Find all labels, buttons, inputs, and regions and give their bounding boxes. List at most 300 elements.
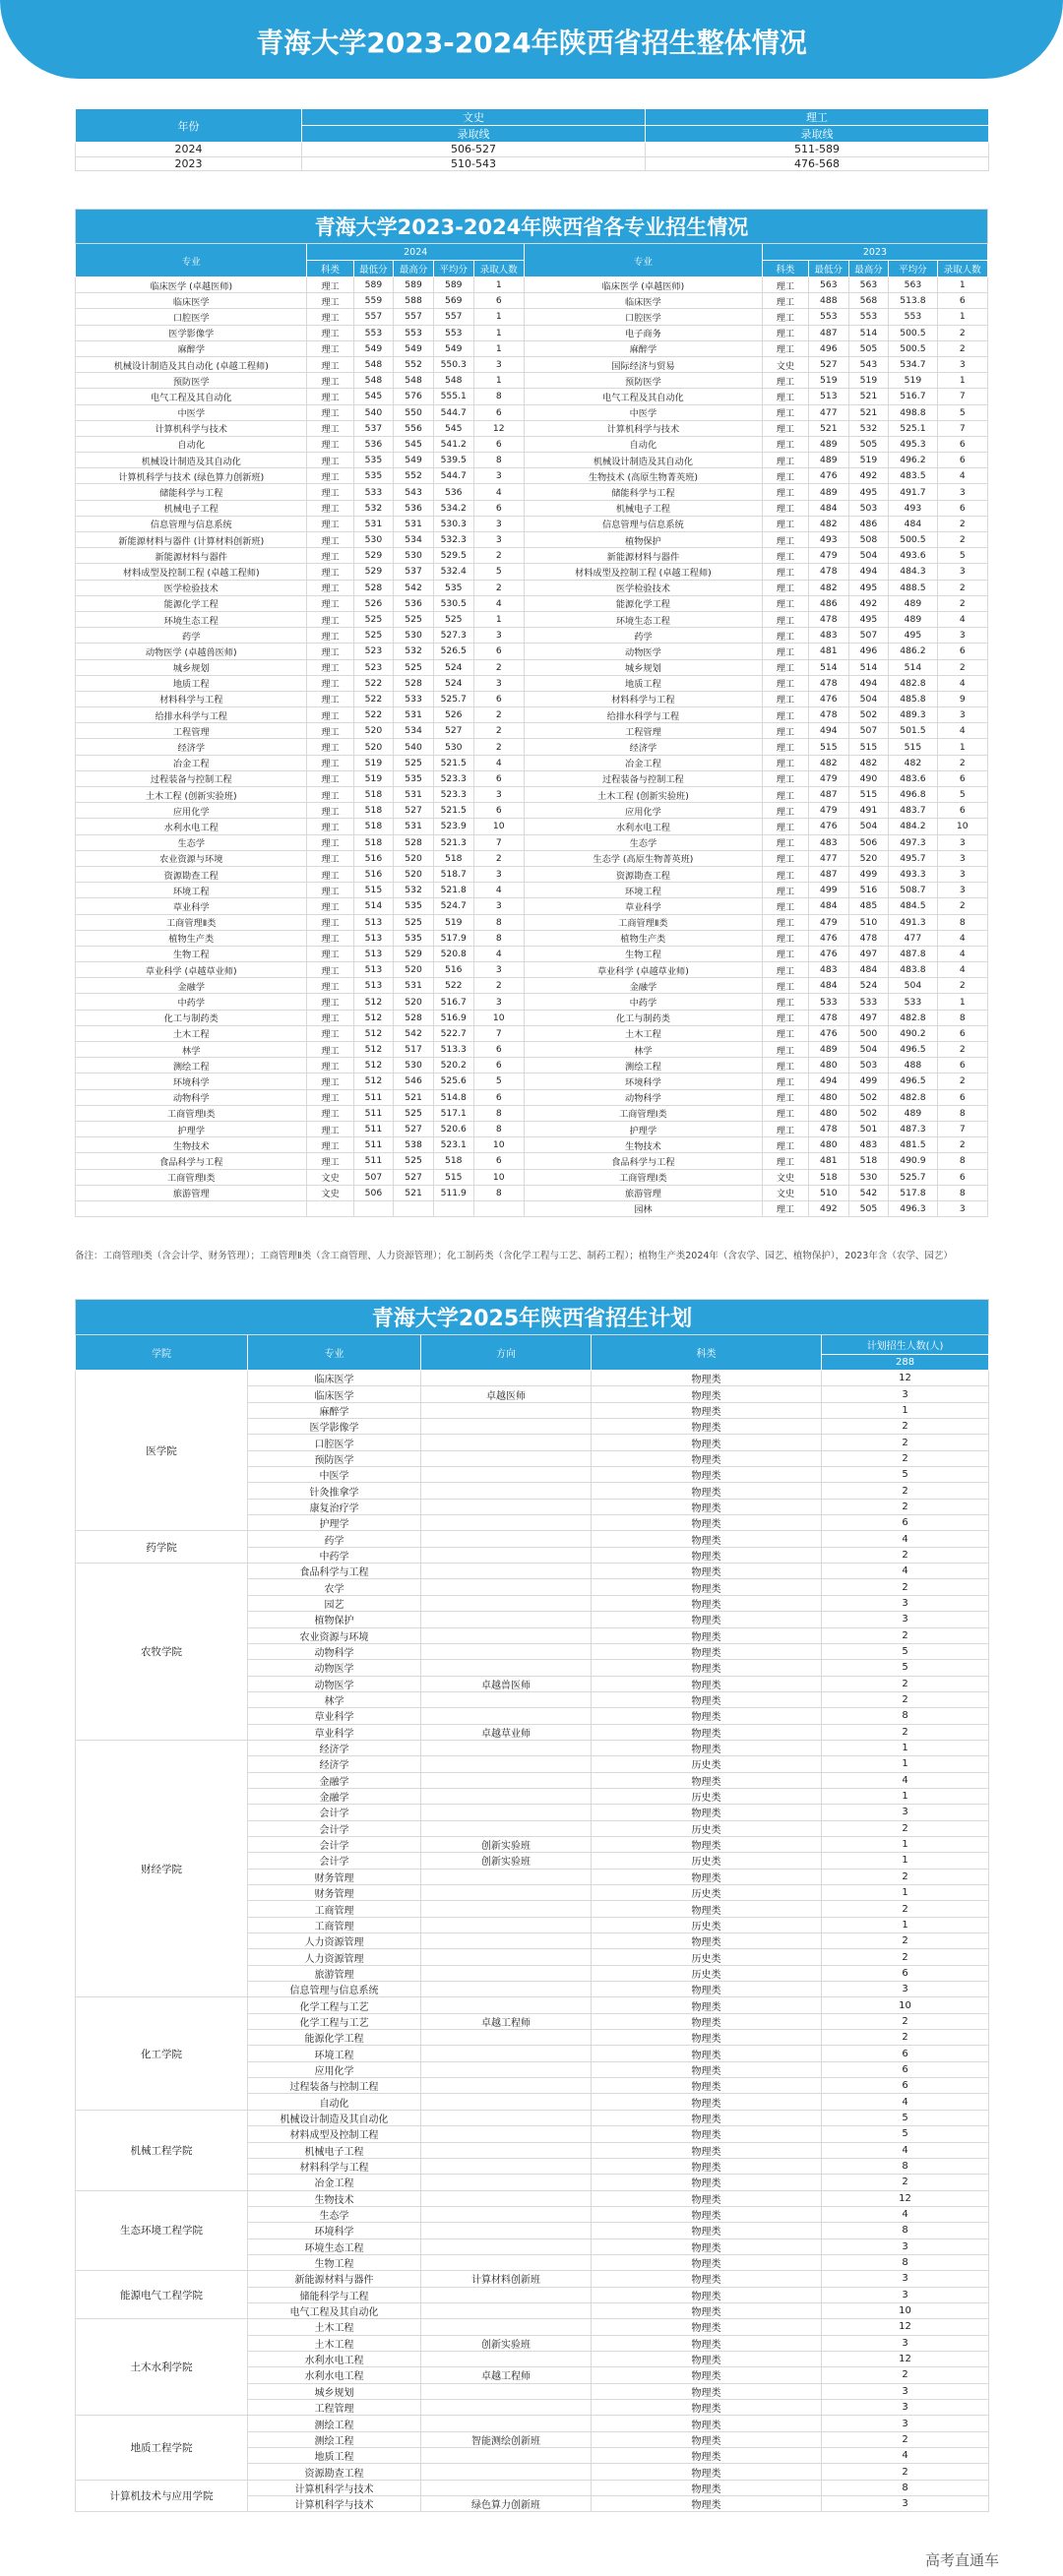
detail-cell: 478	[808, 707, 848, 723]
plan-cell: 物理类	[592, 2110, 822, 2125]
detail-cell: 理工	[762, 644, 808, 659]
detail-cell: 504	[848, 691, 889, 706]
detail-cell: 520.6	[433, 1121, 473, 1136]
detail-row	[76, 1025, 988, 1041]
detail-cell: 理工	[762, 978, 808, 994]
plan-cell: 2	[822, 1627, 989, 1643]
detail-cell: 515	[353, 883, 394, 898]
detail-cell: 理工	[762, 500, 808, 516]
detail-cell: 8	[473, 453, 524, 468]
detail-cell: 520	[353, 723, 394, 739]
detail-cell: 478	[808, 1121, 848, 1136]
detail-cell: 材料科学与工程	[524, 691, 762, 706]
detail-cell: 553	[808, 309, 848, 325]
detail-cell: 481	[808, 644, 848, 659]
detail-cell: 553	[353, 325, 394, 340]
detail-cell: 理工	[307, 803, 353, 819]
plan-cell: 4	[822, 1531, 989, 1547]
plan-cell: 会计学	[248, 1820, 421, 1836]
plan-cell: 物理类	[592, 1450, 822, 1466]
detail-cell: 493	[808, 532, 848, 548]
plan-cell: 2	[822, 1949, 989, 1965]
detail-row	[76, 946, 988, 961]
detail-cell: 7	[937, 1121, 987, 1136]
detail-cell: 旅游管理	[76, 1185, 307, 1200]
detail-cell: 环境科学	[76, 1073, 307, 1089]
detail-cell: 527	[394, 1121, 434, 1136]
detail-row	[76, 787, 988, 803]
detail-cell: 480	[808, 1089, 848, 1105]
detail-cell: 理工	[762, 723, 808, 739]
detail-cell: 501.5	[889, 723, 937, 739]
detail-cell: 医学检验技术	[76, 580, 307, 595]
detail-cell: 理工	[762, 659, 808, 675]
detail-cell: 490.9	[889, 1153, 937, 1169]
plan-cell: 2	[822, 2464, 989, 2480]
detail-cell: 513	[353, 946, 394, 961]
detail-cell: 505	[848, 436, 889, 452]
detail-cell: 理工	[762, 611, 808, 627]
detail-cell: 理工	[307, 389, 353, 404]
detail-cell: 土木工程	[76, 1025, 307, 1041]
detail-cell: 502	[848, 707, 889, 723]
plan-cell: 物理类	[592, 1708, 822, 1724]
detail-cell: 518	[433, 850, 473, 866]
detail-cell: 理工	[762, 962, 808, 978]
detail-cell: 516.7	[889, 389, 937, 404]
detail-cell: 542	[394, 1025, 434, 1041]
plan-cell	[421, 1997, 592, 2013]
plan-cell: 4	[822, 1564, 989, 1579]
detail-cell: 冶金工程	[524, 755, 762, 770]
plan-cell: 会计学	[248, 1836, 421, 1852]
detail-cell: 496.3	[889, 1200, 937, 1216]
detail-cell: 483	[848, 1137, 889, 1153]
footnote: 备注：工商管理Ⅰ类（含会计学、财务管理）；工商管理Ⅱ类（含工商管理、人力资源管理）；化工制药类（含化学工程与工艺、制药工程）；植物生产类2024年（含农学、园艺、植物保护），2023年含（农学、园艺）	[75, 1251, 953, 1261]
detail-cell: 文史	[307, 1169, 353, 1185]
plan-cell: 3	[822, 2287, 989, 2302]
detail-cell: 国际经济与贸易	[524, 356, 762, 372]
detail-cell: 515	[848, 787, 889, 803]
detail-cell: 489	[889, 595, 937, 611]
detail-cell: 理工	[762, 739, 808, 755]
detail-cell: 4	[937, 946, 987, 961]
detail-cell: 2	[937, 532, 987, 548]
plan-cell	[421, 1982, 592, 1997]
detail-cell: 5	[937, 404, 987, 420]
detail-cell: 理工	[762, 834, 808, 850]
plan-cell	[421, 2351, 592, 2366]
detail-cell: 545	[353, 389, 394, 404]
detail-cell: 484.2	[889, 819, 937, 834]
plan-cell: 3	[822, 1595, 989, 1611]
detail-cell: 8	[473, 930, 524, 946]
detail-cell: 540	[353, 404, 394, 420]
plan-cell: 1	[822, 1788, 989, 1804]
detail-cell: 2	[473, 739, 524, 755]
detail-cell: 589	[433, 277, 473, 293]
detail-cell: 8	[937, 1153, 987, 1169]
header-col: 最高分	[394, 261, 434, 277]
detail-cell: 林学	[76, 1042, 307, 1058]
plan-cell: 1	[822, 1853, 989, 1869]
detail-cell: 489	[808, 484, 848, 500]
plan-cell: 材料科学与工程	[248, 2158, 421, 2174]
detail-cell: 557	[353, 309, 394, 325]
detail-cell: 食品科学与工程	[76, 1153, 307, 1169]
detail-cell: 525.7	[889, 1169, 937, 1185]
detail-cell: 569	[433, 293, 473, 309]
plan-cell: 物理类	[592, 1595, 822, 1611]
plan-cell: 生物工程	[248, 2254, 421, 2270]
detail-cell: 6	[473, 644, 524, 659]
plan-cell: 资源勘查工程	[248, 2464, 421, 2480]
plan-cell: 1	[822, 1836, 989, 1852]
plan-cell	[421, 1869, 592, 1884]
college-name: 计算机技术与应用学院	[76, 2480, 248, 2512]
detail-cell: 过程装备与控制工程	[524, 770, 762, 786]
plan-cell: 3	[822, 2335, 989, 2351]
detail-cell: 2	[937, 580, 987, 595]
plan-cell	[421, 1612, 592, 1627]
detail-cell: 理工	[762, 436, 808, 452]
detail-cell: 临床医学	[76, 293, 307, 309]
detail-cell: 理工	[307, 1025, 353, 1041]
header-col: 科类	[762, 261, 808, 277]
detail-cell: 503	[848, 1058, 889, 1073]
overview-row	[76, 156, 989, 171]
plan-cell	[421, 1660, 592, 1676]
plan-cell: 2	[822, 1547, 989, 1563]
detail-cell: 513	[353, 930, 394, 946]
detail-row	[76, 883, 988, 898]
detail-cell: 534	[394, 723, 434, 739]
header-col: 最低分	[808, 261, 848, 277]
detail-cell: 4	[937, 611, 987, 627]
detail-row	[76, 595, 988, 611]
plan-cell: 1	[822, 1917, 989, 1932]
plan-cell: 金融学	[248, 1772, 421, 1788]
detail-cell: 480	[808, 1137, 848, 1153]
plan-cell: 中药学	[248, 1547, 421, 1563]
detail-cell: 理工	[307, 468, 353, 484]
detail-row	[76, 691, 988, 706]
plan-cell: 物理类	[592, 1660, 822, 1676]
detail-cell: 518	[433, 1153, 473, 1169]
detail-cell: 529	[394, 946, 434, 961]
detail-cell: 8	[937, 1010, 987, 1025]
detail-cell: 489	[808, 436, 848, 452]
detail-cell: 理工	[307, 834, 353, 850]
detail-cell: 理工	[307, 659, 353, 675]
detail-row	[76, 819, 988, 834]
detail-cell: 7	[937, 420, 987, 436]
detail-cell: 477	[889, 930, 937, 946]
detail-cell: 8	[937, 1185, 987, 1200]
detail-cell: 536	[394, 595, 434, 611]
detail-row	[76, 644, 988, 659]
detail-cell: 临床医学	[524, 293, 762, 309]
plan-row	[76, 2190, 989, 2206]
detail-cell: 过程装备与控制工程	[76, 770, 307, 786]
detail-row	[76, 356, 988, 372]
detail-cell: 512	[353, 1073, 394, 1089]
detail-cell: 理工	[307, 914, 353, 930]
detail-cell: 药学	[76, 628, 307, 644]
detail-cell: 483	[808, 628, 848, 644]
detail-cell: 517	[394, 1042, 434, 1058]
detail-cell: 521.5	[433, 755, 473, 770]
detail-cell: 城乡规划	[76, 659, 307, 675]
plan-cell: 信息管理与信息系统	[248, 1982, 421, 1997]
plan-cell: 创新实验班	[421, 2335, 592, 2351]
detail-cell: 2	[937, 1073, 987, 1089]
detail-cell: 理工	[762, 819, 808, 834]
plan-cell	[421, 2175, 592, 2190]
detail-cell: 548	[353, 373, 394, 389]
detail-cell: 6	[937, 436, 987, 452]
plan-cell: 3	[822, 1612, 989, 1627]
detail-cell: 530	[394, 628, 434, 644]
detail-cell: 理工	[307, 373, 353, 389]
detail-row	[76, 1089, 988, 1105]
plan-cell: 物理类	[592, 2287, 822, 2302]
detail-cell: 518.7	[433, 866, 473, 882]
detail-cell: 483.8	[889, 962, 937, 978]
detail-cell: 536	[353, 436, 394, 452]
plan-cell	[421, 1805, 592, 1820]
plan-cell: 水利水电工程	[248, 2367, 421, 2383]
plan-cell	[421, 1402, 592, 1418]
detail-cell: 517.1	[433, 1105, 473, 1121]
detail-cell: 理工	[762, 675, 808, 691]
detail-cell: 能源化学工程	[524, 595, 762, 611]
detail-cell: 478	[808, 1010, 848, 1025]
plan-cell: 金融学	[248, 1788, 421, 1804]
detail-cell: 2	[473, 580, 524, 595]
plan-row	[76, 1564, 989, 1579]
detail-cell: 535	[394, 930, 434, 946]
header-college: 学院	[76, 1335, 248, 1371]
detail-row	[76, 325, 988, 340]
detail-cell: 515	[433, 1169, 473, 1185]
detail-row	[76, 675, 988, 691]
detail-cell: 材料成型及控制工程 (卓越工程师)	[76, 564, 307, 580]
detail-cell: 理工	[307, 404, 353, 420]
plan-cell: 5	[822, 1660, 989, 1676]
plan-table	[75, 1299, 989, 2512]
detail-row	[76, 611, 988, 627]
detail-cell: 理工	[762, 850, 808, 866]
detail-cell: 489	[889, 611, 937, 627]
detail-cell: 511	[353, 1105, 394, 1121]
detail-cell: 500.5	[889, 340, 937, 356]
detail-cell: 城乡规划	[524, 659, 762, 675]
detail-cell: 工商管理Ⅱ类	[76, 914, 307, 930]
detail-cell: 513	[353, 914, 394, 930]
detail-row	[76, 834, 988, 850]
detail-cell: 514	[889, 659, 937, 675]
detail-cell: 476	[808, 468, 848, 484]
detail-cell: 518	[353, 819, 394, 834]
detail-cell: 535	[353, 453, 394, 468]
detail-cell: 环境工程	[524, 883, 762, 898]
detail-cell: 484.3	[889, 564, 937, 580]
plan-row	[76, 1740, 989, 1755]
plan-cell: 3	[822, 2496, 989, 2512]
detail-cell: 478	[848, 930, 889, 946]
detail-cell: 化工与制药类	[76, 1010, 307, 1025]
detail-cell: 理工	[762, 309, 808, 325]
detail-cell: 理工	[307, 1010, 353, 1025]
detail-cell: 544.7	[433, 468, 473, 484]
detail-cell: 10	[937, 819, 987, 834]
detail-cell: 资源勘查工程	[524, 866, 762, 882]
detail-cell: 8	[937, 1105, 987, 1121]
plan-cell: 物理类	[592, 1483, 822, 1499]
plan-cell	[421, 2078, 592, 2094]
college-name: 农牧学院	[76, 1564, 248, 1741]
plan-cell: 工程管理	[248, 2400, 421, 2416]
plan-cell: 物理类	[592, 1982, 822, 1997]
detail-cell: 4	[937, 962, 987, 978]
detail-cell: 511	[353, 1137, 394, 1153]
detail-cell: 理工	[307, 325, 353, 340]
detail-cell: 489	[808, 453, 848, 468]
detail-row	[76, 770, 988, 786]
detail-cell: 10	[473, 819, 524, 834]
detail-cell: 给排水科学与工程	[76, 707, 307, 723]
detail-cell: 4	[937, 468, 987, 484]
detail-cell: 521	[808, 420, 848, 436]
detail-cell: 513.8	[889, 293, 937, 309]
plan-row	[76, 2416, 989, 2431]
plan-cell: 物理类	[592, 2030, 822, 2046]
detail-cell: 490.2	[889, 1025, 937, 1041]
plan-cell: 1	[822, 1740, 989, 1755]
detail-cell: 491.7	[889, 484, 937, 500]
header-line: 录取线	[302, 126, 646, 143]
plan-cell: 5	[822, 2110, 989, 2125]
detail-cell: 556	[394, 420, 434, 436]
detail-cell: 理工	[307, 293, 353, 309]
plan-cell: 绿色算力创新班	[421, 2496, 592, 2512]
plan-cell	[421, 1643, 592, 1659]
plan-cell: 新能源材料与器件	[248, 2271, 421, 2287]
detail-cell: 6	[937, 644, 987, 659]
detail-cell: 484	[848, 962, 889, 978]
plan-cell: 草业科学	[248, 1724, 421, 1740]
detail-cell: 理工	[307, 356, 353, 372]
detail-cell: 3	[473, 532, 524, 548]
detail-row	[76, 564, 988, 580]
detail-cell: 理工	[307, 595, 353, 611]
detail-cell: 文史	[307, 1185, 353, 1200]
plan-cell: 人力资源管理	[248, 1949, 421, 1965]
detail-cell: 483	[808, 962, 848, 978]
detail-row	[76, 723, 988, 739]
detail-cell: 525	[433, 611, 473, 627]
header-col: 最低分	[353, 261, 394, 277]
plan-cell	[421, 1740, 592, 1755]
detail-cell: 532	[353, 500, 394, 516]
plan-cell	[421, 1901, 592, 1917]
plan-cell: 4	[822, 2094, 989, 2110]
detail-cell: 530.5	[433, 595, 473, 611]
detail-cell: 2	[473, 978, 524, 994]
detail-cell: 548	[353, 356, 394, 372]
detail-cell: 523.3	[433, 787, 473, 803]
plan-cell	[421, 2094, 592, 2110]
detail-cell: 478	[808, 564, 848, 580]
plan-cell: 食品科学与工程	[248, 1564, 421, 1579]
detail-cell: 516.9	[433, 1010, 473, 1025]
detail-cell: 537	[394, 564, 434, 580]
plan-cell: 物理类	[592, 2367, 822, 2383]
detail-cell: 522	[353, 707, 394, 723]
detail-cell: 3	[937, 866, 987, 882]
detail-cell: 476	[808, 1025, 848, 1041]
detail-cell: 519	[889, 373, 937, 389]
detail-cell: 测绘工程	[76, 1058, 307, 1073]
detail-cell: 526	[433, 707, 473, 723]
detail-cell: 1	[473, 373, 524, 389]
detail-cell: 502	[848, 1105, 889, 1121]
detail-cell: 536	[433, 484, 473, 500]
detail-row	[76, 962, 988, 978]
detail-cell: 484	[889, 516, 937, 531]
detail-cell: 511	[353, 1089, 394, 1105]
detail-cell: 理工	[762, 930, 808, 946]
detail-cell: 523.1	[433, 1137, 473, 1153]
plan-cell: 物理类	[592, 2190, 822, 2206]
detail-cell: 理工	[762, 484, 808, 500]
detail-cell: 生物技术 (高原生物菁英班)	[524, 468, 762, 484]
detail-cell: 土木工程 (创新实验班)	[524, 787, 762, 803]
detail-cell: 6	[937, 1025, 987, 1041]
plan-cell: 2	[822, 1724, 989, 1740]
detail-row	[76, 453, 988, 468]
plan-cell	[421, 2400, 592, 2416]
detail-cell: 植物生产类	[76, 930, 307, 946]
plan-cell: 林学	[248, 1691, 421, 1707]
plan-cell	[421, 2319, 592, 2335]
plan-cell	[421, 1756, 592, 1772]
plan-cell: 卓越医师	[421, 1386, 592, 1402]
detail-cell: 517.9	[433, 930, 473, 946]
detail-cell: 549	[394, 453, 434, 468]
plan-cell	[421, 2190, 592, 2206]
detail-cell: 521	[394, 1185, 434, 1200]
plan-cell: 1	[822, 1402, 989, 1418]
plan-cell: 物理类	[592, 2206, 822, 2222]
detail-cell: 6	[473, 404, 524, 420]
plan-cell: 10	[822, 2302, 989, 2318]
detail-cell: 500	[848, 1025, 889, 1041]
detail-cell: 4	[473, 755, 524, 770]
header-2024: 2024	[307, 244, 524, 261]
detail-cell: 508.7	[889, 883, 937, 898]
detail-cell: 527.3	[433, 628, 473, 644]
detail-row	[76, 548, 988, 564]
plan-cell: 12	[822, 2190, 989, 2206]
detail-cell: 计算机科学与技术	[524, 420, 762, 436]
detail-cell: 理工	[307, 978, 353, 994]
plan-cell: 园艺	[248, 1595, 421, 1611]
detail-table	[75, 209, 988, 1217]
detail-cell: 理工	[307, 436, 353, 452]
plan-cell	[421, 1627, 592, 1643]
